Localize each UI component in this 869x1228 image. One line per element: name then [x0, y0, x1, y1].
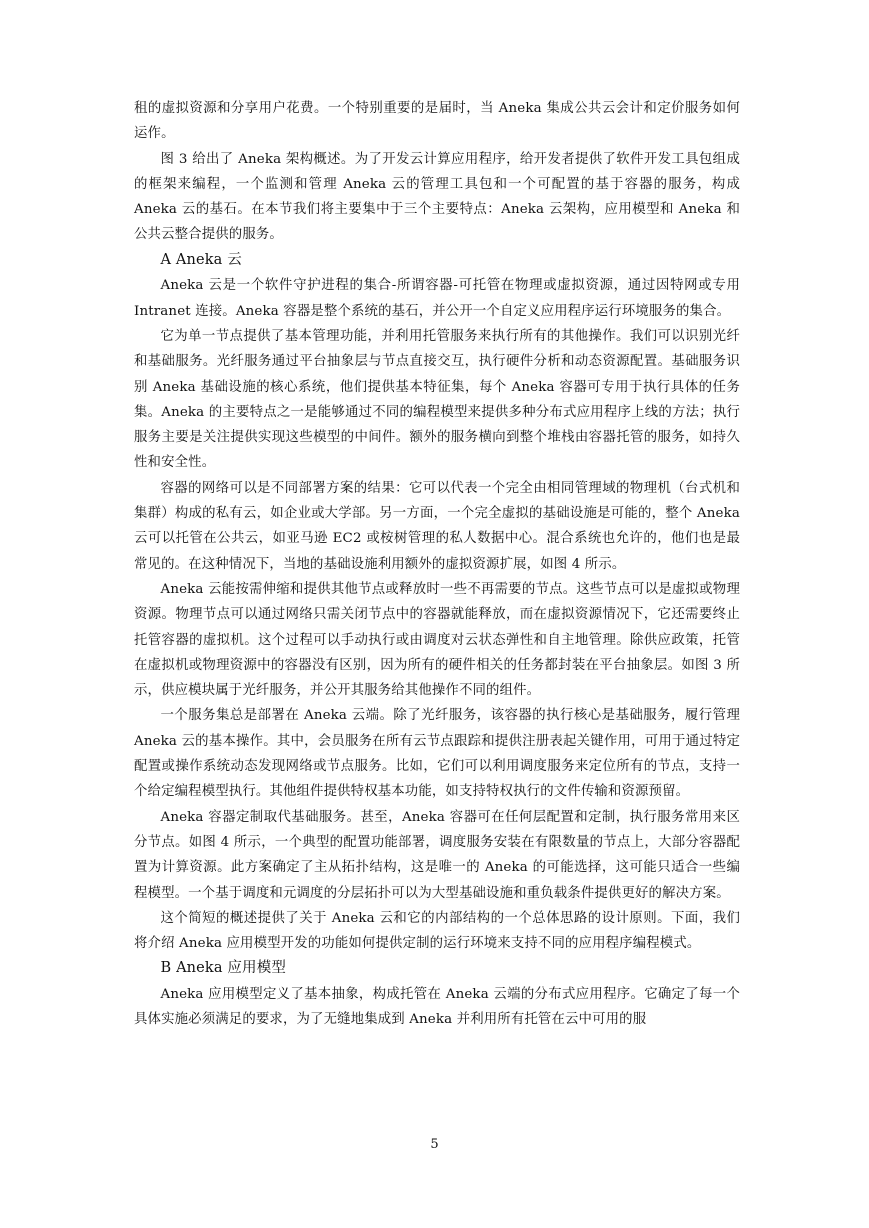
- paragraph-aneka-cloud-definition: Aneka 云是一个软件守护进程的集合-所谓容器-可托管在物理或虚拟资源，通过因特网或专用 Intranet 连接。Aneka 容器是整个系统的基石，并公开一个自定义应用程序运行环境服务的集合。: [134, 278, 740, 319]
- paragraph-architecture-overview: 图 3 给出了 Aneka 架构概述。为了开发云计算应用程序，给开发者提供了软件开发工具包组成的框架来编程，一个监测和管理 Aneka 云的管理工具包和一个可配置的基于容器的服务，构成 Aneka 云的基石。在本节我们将主要集中于三个主要特点：Aneka 云架构，应用模型和 Aneka 和公共云整合提供的服务。: [134, 151, 740, 243]
- section-heading-aneka-cloud: A Aneka 云: [160, 251, 242, 268]
- paragraph-continuation: 租的虚拟资源和分享用户花费。一个特别重要的是届时，当 Aneka 集成公共云会计和定价服务如何运作。: [134, 101, 740, 142]
- paragraph-elastic-scaling: Aneka 云能按需伸缩和提供其他节点或释放时一些不再需要的节点。这些节点可以是虚拟或物理资源。物理节点可以通过网络只需关闭节点中的容器就能释放，而在虚拟资源情况下，它还需要终止托管容器的虚拟机。这个过程可以手动执行或由调度对云状态弹性和自主地管理。除供应政策，托管在虚拟机或物理资源中的容器没有区别，因为所有的硬件相关的任务都封装在平台抽象层。如图 3 所示，供应模块属于光纤服务，并公开其服务给其他操作不同的组件。: [134, 581, 740, 699]
- paragraph-container-customization: Aneka 容器定制取代基础服务。甚至，Aneka 容器可在任何层配置和定制，执行服务常用来区分节点。如图 4 所示，一个典型的配置功能部署，调度服务安装在有限数量的节点上，大部分容器配置为计算资源。此方案确定了主从拓扑结构，这是唯一的 Aneka 的可能选择，这可能只适合一些编程模型。一个基于调度和元调度的分层拓扑可以为大型基础设施和重负载条件提供更好的解决方案。: [134, 809, 740, 901]
- paragraph-service-set: 一个服务集总是部署在 Aneka 云端。除了光纤服务，该容器的执行核心是基础服务，履行管理 Aneka 云的基本操作。其中，会员服务在所有云节点跟踪和提供注册表起关键作用，可用于通过特定配置或操作系统动态发现网络或节点服务。比如，它们可以利用调度服务来定位所有的节点，支持一个给定编程模型执行。其他组件提供特权基本功能，如支持特权执行的文件传输和资源预留。: [134, 708, 740, 800]
- paragraph-deployment-scenarios: 容器的网络可以是不同部署方案的结果：它可以代表一个完全由相同管理域的物理机（台式机和集群）构成的私有云，如企业或大学部。另一方面，一个完全虚拟的基础设施是可能的，整个 Aneka 云可以托管在公共云，如亚马逊 EC2 或桉树管理的私人数据中心。混合系统也允许的，他们也是最常见的。在这种情况下，当地的基础设施利用额外的虚拟资源扩展，如图 4 所示。: [134, 480, 740, 572]
- paragraph-application-model: Aneka 应用模型定义了基本抽象，构成托管在 Aneka 云端的分布式应用程序。它确定了每一个具体实施必须满足的要求，为了无缝地集成到 Aneka 并利用所有托管在云中可用的服: [134, 986, 740, 1028]
- paragraph-container-services: 它为单一节点提供了基本管理功能，并利用托管服务来执行所有的其他操作。我们可以识别光纤和基础服务。光纤服务通过平台抽象层与节点直接交互，执行硬件分析和动态资源配置。基础服务识别 Aneka 基础设施的核心系统，他们提供基本特征集，每个 Aneka 容器可专用于执行具体的任务集。Aneka 的主要特点之一是能够通过不同的编程模型来提供多种分布式应用程序上线的方法；执行服务主要是关注提供实现这些模型的中间件。额外的服务横向到整个堆栈由容器托管的服务，如持久性和安全性。: [134, 328, 740, 471]
- document-body: [134, 96, 740, 1033]
- page-number: 5: [430, 1137, 439, 1152]
- section-heading-application-model: B Aneka 应用模型: [160, 960, 286, 977]
- paragraph-overview-summary: 这个简短的概述提供了关于 Aneka 云和它的内部结构的一个总体思路的设计原则。下面，我们将介绍 Aneka 应用模型开发的功能如何提供定制的运行环境来支持不同的应用程序编程模式。: [134, 910, 740, 952]
